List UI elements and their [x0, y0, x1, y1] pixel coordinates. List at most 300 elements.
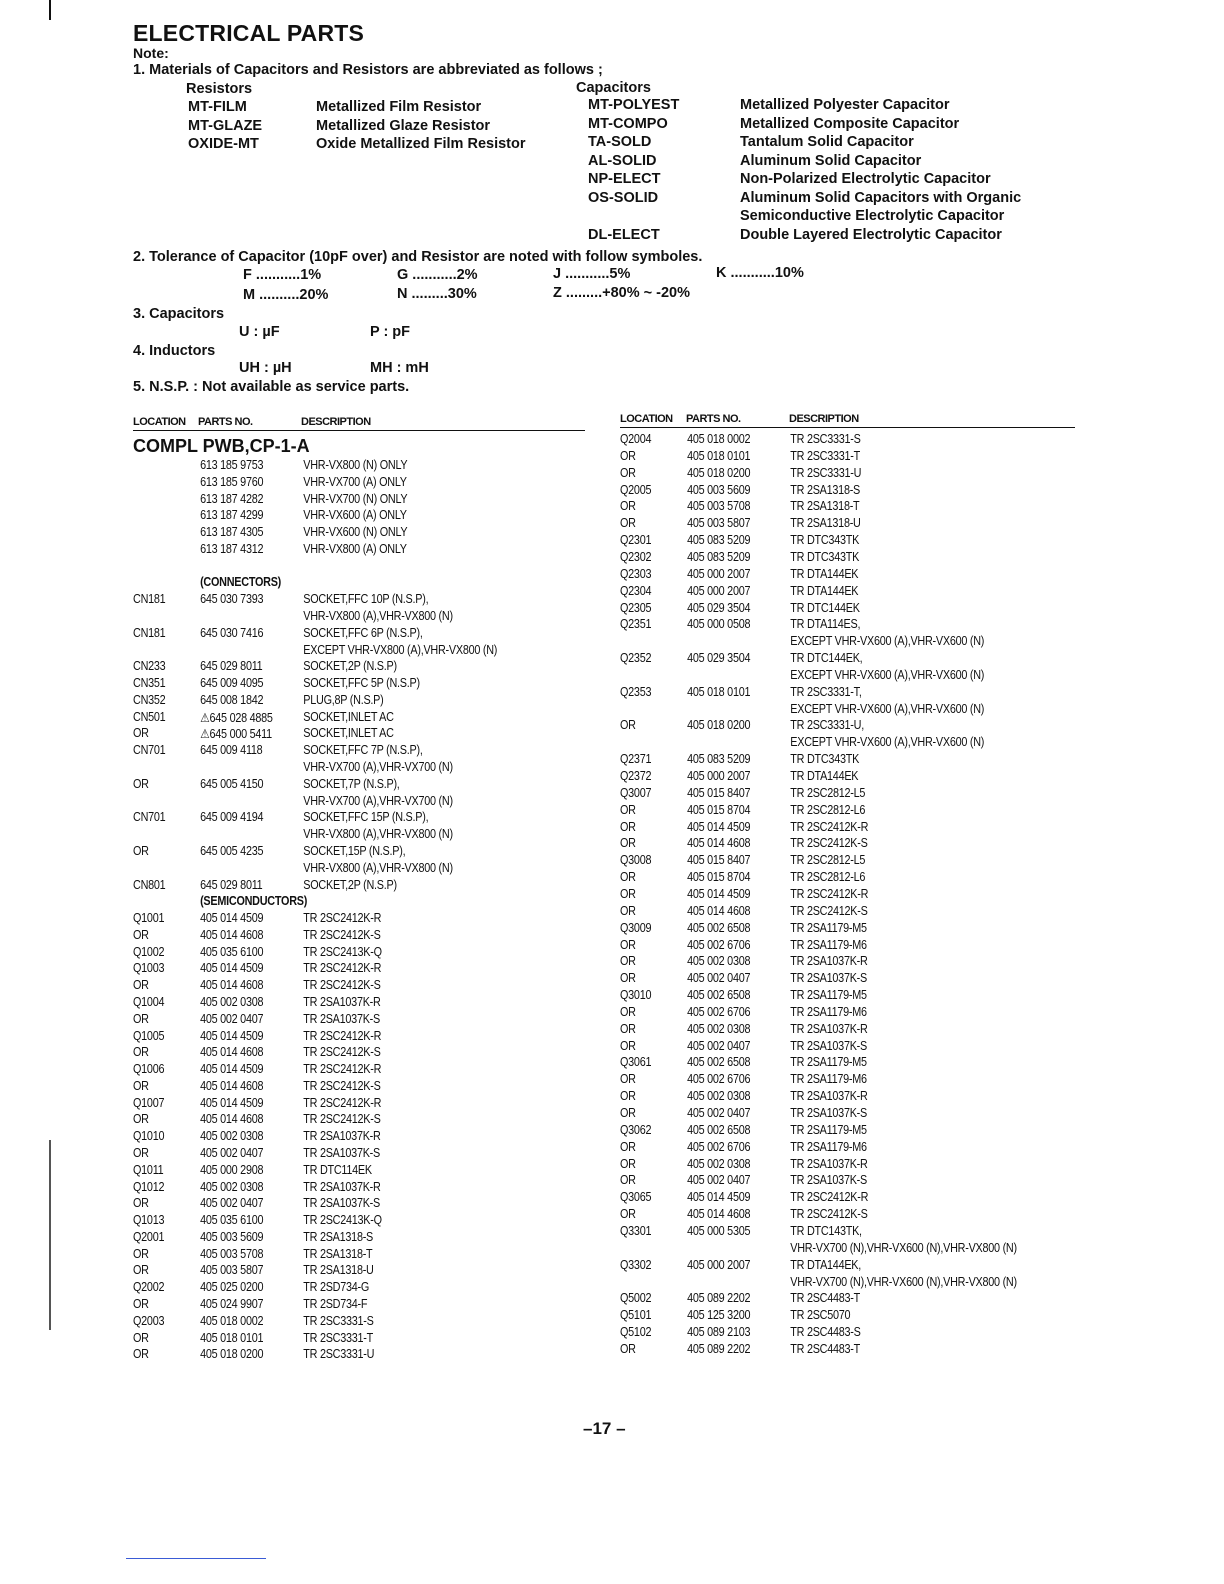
parts-no-cell: 405 002 6706	[687, 1139, 751, 1154]
note-5: 5. N.S.P. : Not available as service parts.	[133, 379, 410, 395]
description-cell: TR 2SA1037K-R	[303, 1179, 381, 1194]
parts-no-cell: 405 018 0101	[687, 684, 751, 699]
location-cell: OR	[133, 1045, 149, 1060]
parts-no-cell: 405 018 0200	[687, 718, 751, 733]
parts-no-cell: 405 015 8407	[687, 853, 751, 868]
location-cell: Q2352	[620, 651, 652, 666]
parts-no-cell: 405 125 3200	[687, 1308, 751, 1323]
location-cell: OR	[133, 978, 149, 993]
parts-no-cell: 405 002 6508	[687, 1055, 751, 1070]
parts-no-cell: 613 187 4282	[200, 491, 264, 506]
description-cell: TR DTA114ES,	[790, 617, 861, 632]
location-cell: Q1006	[133, 1062, 165, 1077]
parts-no-cell: 405 003 5708	[200, 1246, 264, 1261]
location-cell: CN233	[133, 659, 166, 674]
location-cell: OR	[133, 843, 149, 858]
parts-no-cell: 405 014 4608	[687, 903, 751, 918]
tol-m: M ..........20%	[243, 287, 329, 303]
description-cell: TR 2SA1037K-S	[790, 1038, 867, 1053]
parts-no-cell: 405 018 0200	[687, 465, 751, 480]
parts-no-cell: 405 002 0407	[687, 1106, 751, 1120]
note-label: Note:	[133, 45, 169, 61]
description-cell: TR 2SC3331-U	[790, 465, 862, 480]
capacitor-name: Double Layered Electrolytic Capacitor	[740, 226, 1002, 243]
parts-no-cell: 405 035 6100	[200, 944, 264, 959]
location-cell: OR	[620, 1156, 636, 1171]
bottom-blue-rule	[126, 1558, 266, 1559]
description-cell: TR 2SA1037K-R	[303, 994, 381, 1009]
location-cell: OR	[133, 1196, 149, 1211]
description-cell: TR 2SC2412K-R	[303, 1095, 382, 1110]
location-cell: Q2305	[620, 600, 652, 615]
description-cell: TR 2SA1318-S	[303, 1229, 374, 1244]
location-cell: OR	[620, 1072, 636, 1087]
description-cell: SOCKET,FFC 15P (N.S.P),	[303, 810, 429, 825]
ind-unit-mh: MH : mH	[370, 360, 429, 376]
description-cell: SOCKET,FFC 6P (N.S.P),	[303, 625, 423, 640]
description-cell: TR 2SC2812-L5	[790, 785, 866, 800]
capacitor-name: Semiconductive Electrolytic Capacitor	[740, 208, 1005, 224]
resistor-name: Oxide Metallized Film Resistor	[316, 136, 526, 152]
description-cell: TR 2SA1318-U	[790, 516, 861, 531]
description-cell: TR 2SA1037K-R	[303, 1129, 381, 1144]
location-cell: OR	[620, 937, 636, 952]
parts-no-cell: 405 002 0407	[687, 1173, 751, 1188]
left-header-parts-no: PARTS NO.	[198, 416, 253, 428]
ind-unit-uh: UH : µH	[239, 360, 292, 376]
location-cell: Q2353	[620, 684, 652, 699]
capacitor-name: Metallized Composite Capacitor	[740, 115, 960, 132]
resistor-code: MT-GLAZE	[188, 117, 263, 134]
description-cell: TR 2SC3331-T	[790, 448, 861, 463]
tol-g: G ...........2%	[397, 267, 478, 283]
location-cell: Q5102	[620, 1325, 652, 1340]
parts-no-cell: 405 035 6100	[200, 1213, 264, 1228]
description-cell: TR 2SD734-G	[303, 1280, 370, 1295]
description-cell: TR 2SC3331-T,	[790, 684, 862, 699]
parts-no-cell: 405 014 4608	[687, 1207, 751, 1222]
description-cell: TR DTA144EK	[790, 769, 859, 783]
description-cell: TR 2SC4483-S	[790, 1325, 861, 1340]
description-cell: EXCEPT VHR-VX800 (A),VHR-VX800 (N)	[303, 642, 498, 657]
description-cell: TR 2SC3331-T	[303, 1330, 374, 1345]
description-cell: VHR-VX700 (N) ONLY	[303, 491, 408, 506]
description-cell: TR DTC144EK	[790, 600, 860, 615]
description-cell: TR 2SC2413K-Q	[303, 944, 382, 959]
description-cell: VHR-VX800 (A),VHR-VX800 (N)	[303, 827, 453, 842]
location-cell: OR	[620, 954, 636, 969]
description-cell: TR DTC343TK	[790, 549, 860, 564]
capacitor-name: Tantalum Solid Capacitor	[740, 134, 914, 150]
page-title: ELECTRICAL PARTS	[133, 20, 365, 46]
tol-n: N .........30%	[397, 286, 477, 302]
parts-no-cell: 405 002 0308	[687, 1156, 751, 1171]
parts-no-cell: 405 002 0407	[200, 1145, 264, 1160]
description-cell: SOCKET,2P (N.S.P)	[303, 877, 397, 892]
description-cell: TR DTC144EK,	[790, 651, 863, 666]
description-cell: TR 2SA1037K-R	[790, 954, 868, 969]
description-cell: TR 2SC2412K-S	[303, 1112, 381, 1127]
parts-no-cell: 405 024 9907	[200, 1297, 264, 1311]
parts-no-cell: 405 014 4509	[200, 1095, 264, 1110]
parts-no-cell: 405 014 4509	[687, 1190, 751, 1205]
description-cell: TR 2SC2412K-S	[303, 1078, 381, 1093]
location-cell: OR	[620, 1004, 636, 1019]
description-cell: TR 2SC2412K-R	[790, 819, 869, 834]
location-cell: CN501	[133, 709, 166, 724]
capacitor-code: OS-SOLID	[588, 189, 659, 206]
description-cell: SOCKET,15P (N.S.P),	[303, 843, 406, 858]
parts-no-cell: 405 003 5807	[200, 1263, 264, 1278]
parts-no-cell: 405 002 6508	[687, 920, 751, 935]
location-cell: OR	[620, 448, 636, 463]
parts-no-cell: 405 002 0407	[687, 971, 751, 986]
description-cell: TR 2SA1179-M6	[790, 1004, 867, 1019]
description-cell: TR 2SA1179-M6	[790, 937, 867, 952]
location-cell: OR	[620, 886, 636, 901]
description-cell: TR 2SA1318-T	[303, 1246, 373, 1261]
location-cell: OR	[620, 1207, 636, 1222]
parts-no-cell: 405 002 6508	[687, 988, 751, 1003]
description-cell: VHR-VX700 (A) ONLY	[303, 474, 407, 489]
description-cell: VHR-VX800 (N) ONLY	[303, 458, 408, 472]
parts-no-cell: 405 015 8704	[687, 870, 751, 885]
location-cell: Q3065	[620, 1190, 652, 1205]
parts-no-cell: 405 014 4509	[200, 961, 264, 976]
description-cell: VHR-VX700 (N),VHR-VX600 (N),VHR-VX800 (N)	[790, 1240, 1017, 1255]
parts-no-cell: 645 005 4235	[200, 843, 264, 858]
parts-no-cell: 405 025 0200	[200, 1280, 264, 1295]
description-cell: TR 2SA1318-U	[303, 1263, 374, 1278]
tol-f: F ...........1%	[243, 267, 322, 283]
parts-no-cell: 645 029 8011	[200, 877, 263, 892]
parts-no-cell: 405 002 0308	[687, 1089, 751, 1104]
description-cell: TR 2SC3331-U,	[790, 718, 864, 733]
description-cell: SOCKET,FFC 5P (N.S.P)	[303, 676, 420, 691]
description-cell: TR 2SA1037K-R	[790, 1021, 868, 1036]
parts-no-cell: 405 014 4509	[200, 1062, 264, 1077]
location-cell: Q2304	[620, 583, 652, 598]
description-cell: VHR-VX600 (A) ONLY	[303, 508, 407, 523]
parts-no-cell: 405 000 2007	[687, 566, 751, 581]
location-cell: Q2302	[620, 549, 652, 564]
location-cell: OR	[133, 1145, 149, 1160]
location-cell: Q3007	[620, 785, 652, 800]
location-cell: CN351	[133, 676, 166, 691]
location-cell: Q2005	[620, 482, 652, 497]
location-cell: Q1011	[133, 1162, 164, 1177]
location-cell: OR	[133, 1112, 149, 1127]
page-number: –17 –	[583, 1419, 626, 1438]
description-cell: SOCKET,FFC 10P (N.S.P),	[303, 592, 429, 607]
parts-no-cell: 405 015 8407	[687, 785, 751, 800]
description-cell: EXCEPT VHR-VX600 (A),VHR-VX600 (N)	[790, 701, 985, 716]
description-cell: SOCKET,2P (N.S.P)	[303, 659, 397, 674]
location-cell: CN181	[133, 625, 166, 640]
location-cell: OR	[133, 1330, 149, 1345]
description-cell: TR 2SC2812-L6	[790, 870, 866, 885]
parts-no-cell: 405 002 0308	[200, 1129, 264, 1144]
description-cell: TR DTC343TK	[790, 752, 860, 767]
parts-no-cell: 405 002 0308	[200, 1179, 264, 1194]
right-header-parts-no: PARTS NO.	[686, 413, 741, 425]
parts-no-cell: 405 000 5305	[687, 1223, 751, 1238]
location-cell: OR	[133, 1246, 149, 1261]
description-cell: TR 2SC2413K-Q	[303, 1213, 382, 1228]
location-cell: Q1001	[133, 911, 165, 926]
description-cell: TR 2SC4483-T	[790, 1341, 861, 1356]
description-cell: TR 2SC5070	[790, 1308, 851, 1323]
parts-no-cell: 645 005 4150	[200, 776, 264, 791]
resistor-name: Metallized Film Resistor	[316, 99, 482, 115]
capacitor-code: NP-ELECT	[588, 171, 661, 187]
capacitor-code: MT-POLYEST	[588, 97, 680, 113]
location-cell: Q5101	[620, 1308, 652, 1323]
location-cell: Q3062	[620, 1122, 652, 1137]
parts-no-cell: 405 029 3504	[687, 651, 751, 666]
parts-no-cell: 613 185 9753	[200, 458, 264, 472]
parts-no-cell: (SEMICONDUCTORS)	[200, 894, 308, 909]
parts-no-cell: 405 000 0508	[687, 617, 751, 632]
description-cell: TR DTC143TK,	[790, 1223, 862, 1238]
location-cell: Q2001	[133, 1229, 165, 1244]
parts-no-cell: 645 009 4095	[200, 676, 264, 691]
location-cell: OR	[620, 1173, 636, 1188]
parts-no-cell: 405 083 5209	[687, 533, 751, 548]
description-cell: TR 2SC2412K-R	[303, 1028, 382, 1043]
parts-no-cell: 405 002 0308	[200, 994, 264, 1009]
location-cell: Q3061	[620, 1055, 652, 1070]
description-cell: TR 2SC2412K-R	[303, 1062, 382, 1077]
location-cell: Q2301	[620, 533, 652, 548]
parts-no-cell: 645 008 1842	[200, 692, 264, 707]
parts-no-cell: 405 014 4608	[200, 1112, 264, 1127]
location-cell: CN701	[133, 810, 166, 825]
parts-no-cell: 405 018 0101	[687, 448, 751, 463]
description-cell: TR 2SA1037K-S	[303, 1011, 380, 1026]
parts-no-cell: 405 002 0308	[687, 1021, 751, 1036]
description-cell: TR 2SA1037K-S	[790, 1106, 867, 1120]
parts-no-cell: 405 015 8704	[687, 802, 751, 817]
location-cell: Q2004	[620, 432, 652, 446]
location-cell: OR	[620, 836, 636, 851]
location-cell: OR	[620, 1021, 636, 1036]
parts-no-cell: 405 014 4608	[200, 1045, 264, 1060]
parts-no-cell: 405 018 0002	[687, 432, 751, 446]
parts-no-cell: 405 014 4509	[687, 886, 751, 901]
description-cell: TR 2SA1179-M5	[790, 988, 867, 1003]
description-cell: TR 2SA1318-T	[790, 499, 860, 514]
left-header-rule	[133, 430, 585, 431]
description-cell: SOCKET,INLET AC	[303, 709, 394, 724]
parts-no-cell: 405 002 0407	[200, 1196, 264, 1211]
description-cell: TR 2SD734-F	[303, 1297, 368, 1311]
cap-unit-p: P : pF	[370, 324, 411, 340]
parts-no-cell: 613 187 4305	[200, 525, 264, 540]
description-cell: VHR-VX700 (N),VHR-VX600 (N),VHR-VX800 (N)	[790, 1274, 1017, 1289]
parts-no-cell: 405 014 4608	[687, 836, 751, 851]
parts-no-cell: 405 003 5708	[687, 499, 751, 514]
parts-no-cell: 645 029 8011	[200, 659, 263, 674]
location-cell: OR	[620, 903, 636, 918]
parts-no-cell: 405 002 6706	[687, 1072, 751, 1087]
parts-no-cell: 405 002 0407	[200, 1011, 264, 1026]
description-cell: TR 2SC3331-S	[790, 432, 861, 446]
parts-no-cell: 645 009 4194	[200, 810, 264, 825]
assembly-title: COMPL PWB,CP-1-A	[133, 436, 310, 456]
description-cell: TR 2SA1179-M6	[790, 1139, 867, 1154]
location-cell: OR	[620, 802, 636, 817]
parts-no-cell: 405 014 4509	[687, 819, 751, 834]
description-cell: SOCKET,FFC 7P (N.S.P),	[303, 743, 423, 758]
description-cell: TR DTA144EK	[790, 583, 859, 598]
description-cell: SOCKET,7P (N.S.P),	[303, 776, 400, 791]
description-cell: TR DTA144EK	[790, 566, 859, 581]
location-cell: OR	[133, 927, 149, 942]
location-cell: Q1010	[133, 1129, 165, 1144]
location-cell: Q1004	[133, 994, 165, 1009]
parts-no-cell: ⚠645 028 4885	[200, 710, 273, 725]
location-cell: CN801	[133, 877, 166, 892]
description-cell: TR 2SA1037K-S	[303, 1145, 380, 1160]
location-cell: OR	[133, 1347, 149, 1362]
location-cell: Q1012	[133, 1179, 165, 1194]
description-cell: TR 2SC2412K-S	[790, 903, 868, 918]
description-cell: TR 2SC2412K-R	[790, 1190, 869, 1205]
note-3: 3. Capacitors	[133, 306, 225, 322]
margin-bar-bottom	[49, 1140, 51, 1330]
description-cell: PLUG,8P (N.S.P)	[303, 692, 384, 707]
parts-no-cell: 405 089 2103	[687, 1325, 751, 1340]
description-cell: TR 2SC2812-L5	[790, 853, 866, 868]
right-header-description: DESCRIPTION	[789, 413, 859, 425]
right-header-location: LOCATION	[620, 413, 673, 425]
parts-no-cell: 405 002 6706	[687, 937, 751, 952]
parts-no-cell: 405 014 4608	[200, 927, 264, 942]
capacitor-name: Aluminum Solid Capacitor	[740, 152, 922, 169]
left-header-description: DESCRIPTION	[301, 416, 371, 428]
description-cell: TR 2SC2412K-S	[303, 927, 381, 942]
location-cell: OR	[620, 516, 636, 531]
capacitor-code: MT-COMPO	[588, 115, 668, 132]
resistor-name: Metallized Glaze Resistor	[316, 117, 491, 134]
description-cell: TR 2SC2812-L6	[790, 802, 866, 817]
parts-no-cell: 405 000 2908	[200, 1162, 264, 1177]
parts-no-cell: 405 089 2202	[687, 1341, 751, 1356]
location-cell: OR	[133, 1297, 149, 1311]
location-cell: Q2002	[133, 1280, 165, 1295]
description-cell: TR 2SA1179-M5	[790, 1055, 867, 1070]
note-4: 4. Inductors	[133, 343, 216, 359]
description-cell: TR 2SC2412K-S	[790, 1207, 868, 1222]
description-cell: TR 2SC3331-S	[303, 1313, 374, 1328]
parts-no-cell: 405 014 4608	[200, 1078, 264, 1093]
description-cell: TR DTC343TK	[790, 533, 860, 548]
description-cell: VHR-VX700 (A),VHR-VX700 (N)	[303, 760, 453, 775]
parts-no-cell: 613 187 4312	[200, 541, 264, 556]
parts-no-cell: 405 083 5209	[687, 549, 751, 564]
parts-no-cell: 405 002 6508	[687, 1122, 751, 1137]
capacitor-code: TA-SOLD	[588, 134, 652, 150]
location-cell: OR	[133, 726, 149, 741]
description-cell: EXCEPT VHR-VX600 (A),VHR-VX600 (N)	[790, 634, 985, 649]
location-cell: Q1003	[133, 961, 165, 976]
location-cell: CN352	[133, 692, 166, 707]
margin-bar-top	[49, 0, 51, 20]
location-cell: Q1002	[133, 944, 165, 959]
parts-no-cell: 405 014 4509	[200, 911, 264, 926]
location-cell: Q2003	[133, 1313, 165, 1328]
location-cell: Q2303	[620, 566, 652, 581]
parts-no-cell: 645 030 7393	[200, 592, 264, 607]
description-cell: VHR-VX800 (A),VHR-VX800 (N)	[303, 609, 453, 624]
location-cell: OR	[620, 465, 636, 480]
location-cell: Q3302	[620, 1257, 652, 1272]
parts-no-cell: 405 003 5609	[200, 1229, 264, 1244]
parts-no-cell: 405 002 0308	[687, 954, 751, 969]
description-cell: TR DTC114EK	[303, 1162, 372, 1177]
location-cell: CN181	[133, 592, 166, 607]
parts-no-cell: 405 003 5807	[687, 516, 751, 531]
tol-k: K ...........10%	[716, 265, 804, 281]
parts-no-cell: 405 014 4509	[200, 1028, 264, 1043]
resistor-code: OXIDE-MT	[188, 136, 259, 152]
description-cell: TR 2SC2412K-S	[303, 1045, 381, 1060]
location-cell: Q3010	[620, 988, 652, 1003]
description-cell: TR 2SA1179-M6	[790, 1072, 867, 1087]
description-cell: TR 2SC3331-U	[303, 1347, 375, 1362]
parts-no-cell: 405 014 4608	[200, 978, 264, 993]
location-cell: OR	[620, 1089, 636, 1104]
description-cell: TR 2SC2412K-R	[303, 961, 382, 976]
description-cell: SOCKET,INLET AC	[303, 726, 394, 741]
parts-no-cell: 405 029 3504	[687, 600, 751, 615]
resistors-label: Resistors	[186, 81, 253, 97]
location-cell: OR	[133, 1263, 149, 1278]
description-cell: VHR-VX800 (A),VHR-VX800 (N)	[303, 860, 453, 875]
parts-no-cell: 405 000 2007	[687, 769, 751, 783]
description-cell: VHR-VX700 (A),VHR-VX700 (N)	[303, 793, 453, 808]
parts-no-cell: 405 089 2202	[687, 1291, 751, 1306]
location-cell: Q2351	[620, 617, 652, 632]
capacitor-code: DL-ELECT	[588, 226, 660, 243]
location-cell: Q3008	[620, 853, 652, 868]
description-cell: TR 2SA1037K-S	[790, 1173, 867, 1188]
capacitor-name: Metallized Polyester Capacitor	[740, 97, 950, 113]
description-cell: TR 2SC2412K-R	[303, 911, 382, 926]
description-cell: VHR-VX600 (N) ONLY	[303, 525, 408, 540]
tol-z: Z .........+80% ~ -20%	[553, 285, 691, 301]
parts-no-cell: 405 083 5209	[687, 752, 751, 767]
location-cell: OR	[620, 1139, 636, 1154]
location-cell: OR	[620, 499, 636, 514]
description-cell: TR 2SA1037K-S	[790, 971, 867, 986]
description-cell: TR 2SA1179-M5	[790, 1122, 867, 1137]
description-cell: TR 2SA1179-M5	[790, 920, 867, 935]
description-cell: TR 2SA1318-S	[790, 482, 861, 497]
parts-no-cell: 645 030 7416	[200, 625, 264, 640]
description-cell: TR 2SA1037K-R	[790, 1156, 868, 1171]
location-cell: CN701	[133, 743, 166, 758]
description-cell: EXCEPT VHR-VX600 (A),VHR-VX600 (N)	[790, 735, 985, 750]
description-cell: TR 2SC4483-T	[790, 1291, 861, 1306]
description-cell: TR 2SC2412K-R	[790, 886, 869, 901]
tol-j: J ...........5%	[553, 266, 631, 282]
left-header-location: LOCATION	[133, 416, 186, 428]
location-cell: OR	[620, 1106, 636, 1120]
cap-unit-u: U : µF	[239, 324, 280, 340]
location-cell: Q2371	[620, 752, 652, 767]
